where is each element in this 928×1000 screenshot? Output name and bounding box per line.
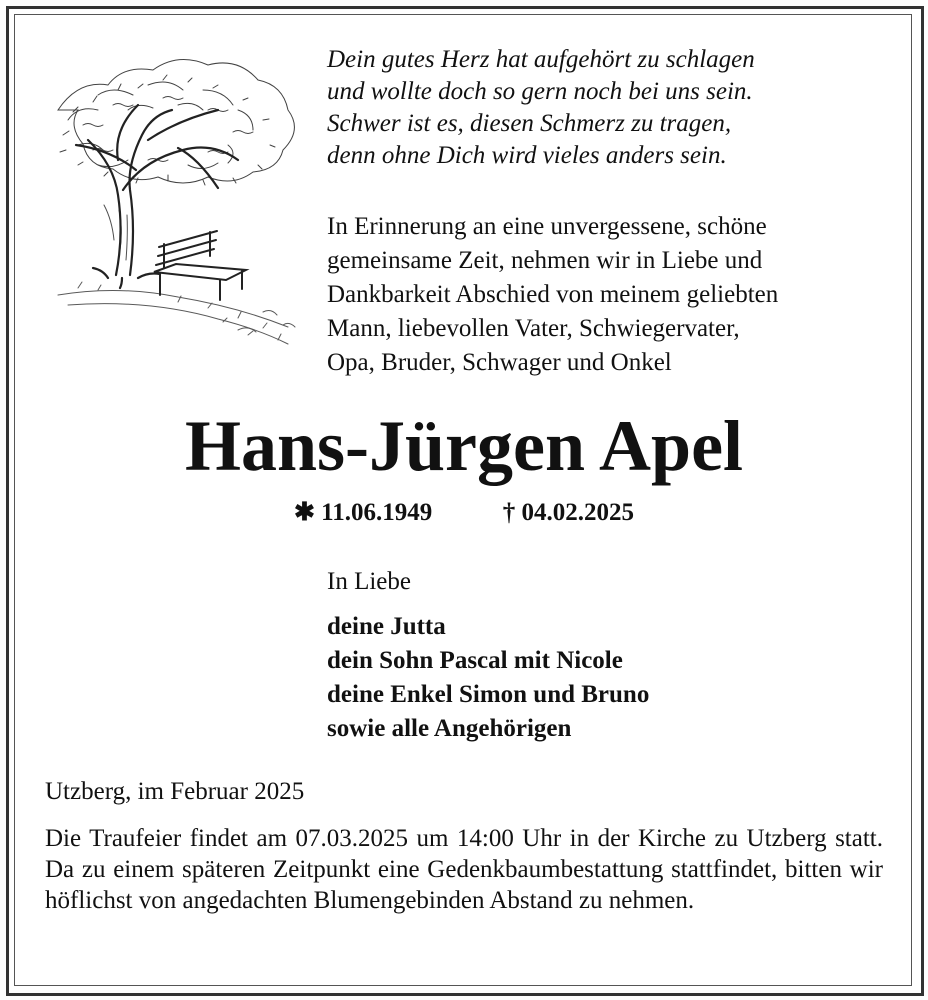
- place-and-date: Utzberg, im Februar 2025: [45, 778, 305, 805]
- intro-line: Opa, Bruder, Schwager und Onkel: [327, 349, 672, 376]
- intro-text: [327, 210, 897, 380]
- death-symbol-icon: †: [502, 499, 516, 526]
- funeral-notice: Die Traufeier findet am 07.03.2025 um 14:00 Uhr in der Kirche zu Utzberg statt. Da zu einem späteren Zeitpunkt eine Gedenkbaumbestattung stattfindet, bitten wir höflichst von angedachten Blumengebinden Abstand zu nehmen.: [45, 825, 883, 914]
- mourner-line: sowie alle Angehörigen: [327, 715, 572, 742]
- birth-date: 11.06.1949: [321, 499, 433, 526]
- verse-line: und wollte doch so gern noch bei uns sein.: [327, 78, 753, 105]
- mourner-line: dein Sohn Pascal mit Nicole: [327, 647, 623, 674]
- death-date: 04.02.2025: [521, 499, 635, 526]
- tree-with-bench-icon: [38, 50, 306, 350]
- mourners-intro: In Liebe: [327, 568, 411, 595]
- mourners-list: [327, 610, 649, 746]
- verse-line: Schwer ist es, diesen Schmerz zu tragen,: [327, 110, 732, 137]
- life-dates: [0, 497, 928, 529]
- poem-verse: [327, 44, 887, 172]
- intro-line: gemeinsame Zeit, nehmen wir in Liebe und: [327, 247, 763, 274]
- intro-line: Mann, liebevollen Vater, Schwiegervater,: [327, 315, 740, 342]
- mourner-line: deine Jutta: [327, 613, 446, 640]
- intro-line: Dankbarkeit Abschied von meinem geliebten: [327, 281, 779, 308]
- birth-symbol-icon: ✱: [293, 499, 315, 526]
- mourner-line: deine Enkel Simon und Bruno: [327, 681, 650, 708]
- verse-line: denn ohne Dich wird vieles anders sein.: [327, 142, 727, 169]
- deceased-name: Hans-Jürgen Apel: [184, 406, 744, 486]
- intro-line: In Erinnerung an eine unvergessene, schöne: [327, 213, 767, 240]
- verse-line: Dein gutes Herz hat aufgehört zu schlagen: [327, 46, 755, 73]
